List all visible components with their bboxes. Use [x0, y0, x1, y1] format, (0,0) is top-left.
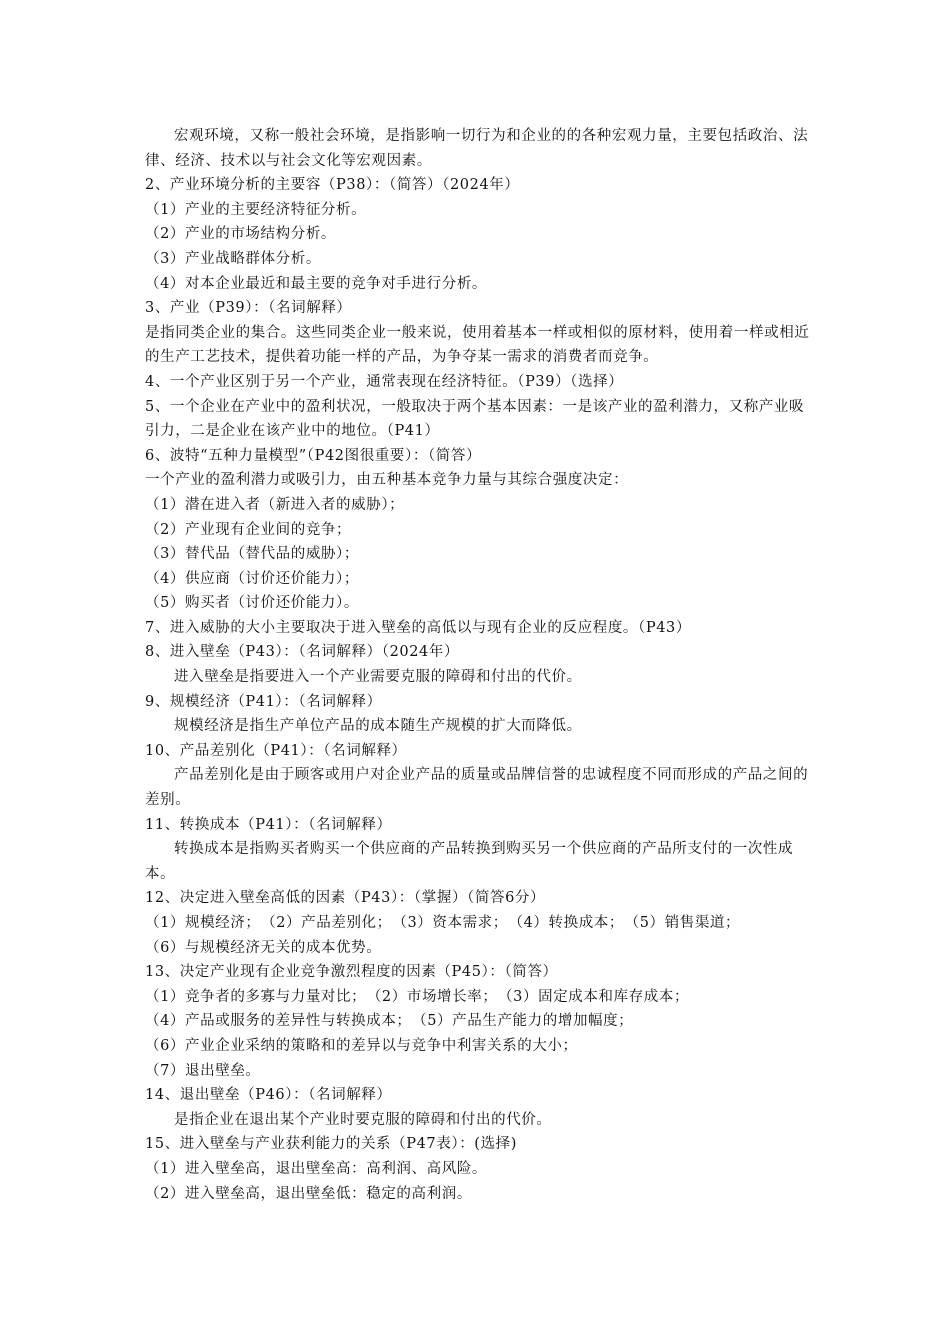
section-heading: 7、进入威胁的大小主要取决于进入壁垒的高低以与现有企业的反应程度。（P43） — [145, 619, 691, 636]
list-item: （2）产业的市场结构分析。 — [145, 226, 337, 243]
section-heading: 2、产业环境分析的主要容（P38）：（简答）（2024年） — [145, 177, 520, 194]
section-heading: 3、产业（P39）：（名词解释） — [145, 300, 352, 317]
list-item: （1）进入壁垒高，退出壁垒高：高利润、高风险。 — [145, 1160, 488, 1177]
section-heading: 9、规模经济（P41）：（名词解释） — [145, 693, 382, 710]
list-item: （4）供应商（讨价还价能力）； — [145, 570, 359, 587]
list-item: （1）规模经济； （2）产品差别化； （3）资本需求； （4）转换成本； （5）销售渠道； — [145, 915, 741, 931]
list-item: （1）产业的主要经济特征分析。 — [145, 201, 367, 218]
section-heading: 13、决定产业现有企业竞争激烈程度的因素（P45）：（简答） — [145, 964, 558, 981]
section-heading: 6、波特“五种力量模型”（P42图很重要）：（简答） — [145, 447, 482, 464]
section-heading: 10、产品差别化（P41）：（名词解释） — [145, 742, 407, 759]
paragraph: 是指同类企业的集合。这些同类企业一般来说，使用着基本一样或相似的原材料，使用着一样或相近的生产工艺技术，提供着功能一样的产品，为争夺某一需求的消费者而竞争。 — [145, 324, 810, 366]
section-heading: 15、进入壁垒与产业获利能力的关系（P47表）：(选择) — [145, 1136, 518, 1153]
list-item: （6）产业企业采纳的策略和的差异以与竞争中利害关系的大小； — [145, 1037, 578, 1054]
list-item: （4）对本企业最近和最主要的竞争对手进行分析。 — [145, 275, 488, 292]
list-item: （1）竞争者的多寡与力量对比； （2）市场增长率； （3）固定成本和库存成本； — [145, 988, 690, 1005]
section-heading: 11、转换成本（P41）：（名词解释） — [145, 816, 392, 833]
section-heading: 4、一个产业区别于另一个产业，通常表现在经济特征。（P39）（选择） — [145, 373, 624, 390]
paragraph: 产品差别化是由于顾客或用户对企业产品的质量或品牌信誉的忠诚程度不同而形成的产品之间的差别。 — [145, 767, 809, 809]
list-item: （5）购买者（讨价还价能力）。 — [145, 595, 359, 612]
section-heading: 一个产业的盈利潜力或吸引力，由五种基本竞争力量与其综合强度决定： — [145, 472, 629, 489]
list-item: （3）产业战略群体分析。 — [145, 250, 321, 267]
section-heading: 12、决定进入壁垒高低的因素（P43）：（掌握）（简答6分） — [145, 890, 546, 907]
paragraph: 规模经济是指生产单位产品的成本随生产规模的扩大而降低。 — [174, 718, 582, 735]
paragraph: 是指企业在退出某个产业时要克服的障碍和付出的代价。 — [174, 1111, 552, 1128]
list-item: （4）产品或服务的差异性与转换成本； （5）产品生产能力的增加幅度； — [145, 1013, 634, 1030]
section-heading: 8、进入壁垒（P43）：（名词解释）（2024年） — [145, 644, 460, 661]
paragraph: 宏观环境，又称一般社会环境，是指影响一切行为和企业的的各种宏观力量，主要包括政治、法律、经济、技术以与社会文化等宏观因素。 — [145, 128, 809, 169]
list-item: （2）产业现有企业间的竞争； — [145, 521, 352, 538]
document-page — [145, 124, 815, 1206]
list-item: （7）退出壁垒。 — [145, 1062, 261, 1079]
list-item: （2）进入壁垒高，退出壁垒低：稳定的高利润。 — [145, 1185, 472, 1202]
paragraph: 进入壁垒是指要进入一个产业需要克服的障碍和付出的代价。 — [174, 669, 582, 686]
section-heading: 14、退出壁垒（P46）：（名词解释） — [145, 1087, 392, 1104]
list-item: （1）潜在进入者（新进入者的威胁）； — [145, 496, 405, 513]
paragraph: 转换成本是指购买者购买一个供应商的产品转换到购买另一个供应商的产品所支付的一次性成本。 — [145, 841, 794, 882]
list-item: （6）与规模经济无关的成本优势。 — [145, 939, 382, 956]
list-item: （3）替代品（替代品的威胁）； — [145, 546, 359, 563]
paragraph: 5、一个企业在产业中的盈利状况，一般取决于两个基本因素：一是该产业的盈利潜力，又称产业吸引力，二是企业在该产业中的地位。（P41） — [145, 398, 805, 440]
